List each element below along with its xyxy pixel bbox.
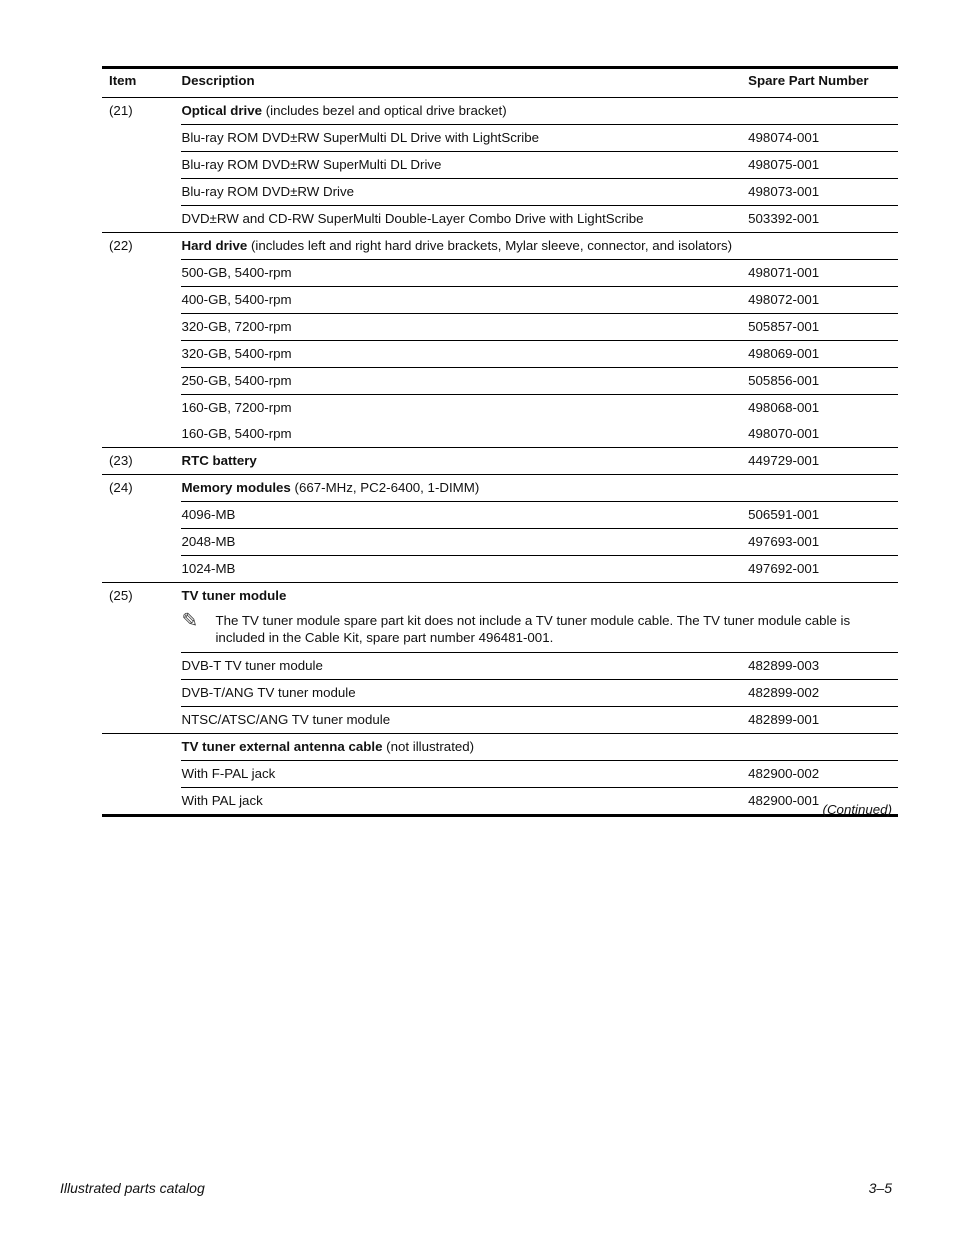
footer-page-number: 3–5 bbox=[868, 1180, 892, 1196]
continued-label: (Continued) bbox=[822, 802, 892, 817]
part-number: 497693-001 bbox=[748, 529, 898, 556]
part-description: 320-GB, 5400-rpm bbox=[181, 341, 748, 368]
part-number: 498074-001 bbox=[748, 125, 898, 152]
spare-parts-table bbox=[102, 66, 898, 817]
table-header-row bbox=[102, 68, 898, 98]
table-row bbox=[102, 287, 898, 314]
part-description: DVB-T/ANG TV tuner module bbox=[181, 680, 748, 707]
group-description bbox=[181, 233, 898, 260]
note-row bbox=[102, 609, 898, 653]
header-item: Item bbox=[109, 73, 137, 88]
table-row bbox=[102, 368, 898, 395]
part-description: DVD±RW and CD-RW SuperMulti Double-Layer Combo Drive with LightScribe bbox=[181, 206, 748, 233]
header-description: Description bbox=[181, 73, 255, 88]
part-number: 503392-001 bbox=[748, 206, 898, 233]
part-description: Blu-ray ROM DVD±RW SuperMulti DL Drive bbox=[181, 152, 748, 179]
table-row bbox=[102, 125, 898, 152]
part-description: Blu-ray ROM DVD±RW Drive bbox=[181, 179, 748, 206]
group-detail: (includes bezel and optical drive bracket) bbox=[262, 103, 507, 118]
table-row bbox=[102, 529, 898, 556]
item-number: (25) bbox=[102, 583, 181, 610]
table-row bbox=[102, 788, 898, 816]
item-number: (24) bbox=[102, 475, 181, 502]
part-number: 498071-001 bbox=[748, 260, 898, 287]
part-number: 497692-001 bbox=[748, 556, 898, 583]
part-number: 498070-001 bbox=[748, 426, 820, 441]
table-row bbox=[102, 761, 898, 788]
group-title: Memory modules bbox=[181, 480, 291, 495]
part-description: 400-GB, 5400-rpm bbox=[181, 287, 748, 314]
part-description: Blu-ray ROM DVD±RW SuperMulti DL Drive with LightScribe bbox=[181, 125, 748, 152]
table-row bbox=[102, 707, 898, 734]
part-description: 1024-MB bbox=[181, 556, 748, 583]
part-number: 498075-001 bbox=[748, 152, 898, 179]
part-number: 506591-001 bbox=[748, 502, 898, 529]
item-number: (23) bbox=[102, 448, 181, 475]
item-number: (22) bbox=[102, 233, 181, 260]
table-row bbox=[102, 475, 898, 502]
group-description bbox=[181, 583, 748, 610]
part-number: 498068-001 bbox=[748, 395, 898, 422]
group-detail: (includes left and right hard drive brackets, Mylar sleeve, connector, and isolators) bbox=[247, 238, 733, 253]
group-title: Optical drive bbox=[181, 103, 263, 118]
table-row bbox=[102, 260, 898, 287]
table-row bbox=[102, 556, 898, 583]
part-number: 498073-001 bbox=[748, 179, 898, 206]
group-title: TV tuner external antenna cable bbox=[181, 739, 383, 754]
group-detail: (667-MHz, PC2-6400, 1-DIMM) bbox=[290, 480, 480, 495]
part-number: 482900-001 bbox=[748, 788, 898, 816]
part-number: 498069-001 bbox=[748, 341, 898, 368]
part-description: 2048-MB bbox=[181, 529, 748, 556]
table-row bbox=[102, 314, 898, 341]
part-number: 449729-001 bbox=[748, 448, 898, 475]
pencil-note-icon: ✎ bbox=[181, 610, 199, 632]
part-description: 500-GB, 5400-rpm bbox=[181, 260, 748, 287]
table-row bbox=[102, 680, 898, 707]
footer-chapter-title: Illustrated parts catalog bbox=[60, 1180, 205, 1196]
table-row bbox=[102, 734, 898, 761]
header-spare-part-number: Spare Part Number bbox=[748, 73, 869, 88]
part-description: 4096-MB bbox=[181, 502, 748, 529]
part-description: With F-PAL jack bbox=[181, 761, 748, 788]
part-description: 160-GB, 5400-rpm bbox=[181, 426, 292, 441]
table-row bbox=[102, 421, 898, 448]
table-row bbox=[102, 448, 898, 475]
part-number: 482899-003 bbox=[748, 653, 898, 680]
table-row bbox=[102, 341, 898, 368]
table-row bbox=[102, 152, 898, 179]
table-row bbox=[102, 502, 898, 529]
table-row bbox=[102, 206, 898, 233]
group-description bbox=[181, 98, 748, 125]
group-description bbox=[181, 475, 748, 502]
part-number: 498072-001 bbox=[748, 287, 898, 314]
part-description: 320-GB, 7200-rpm bbox=[181, 314, 748, 341]
table-row bbox=[102, 653, 898, 680]
part-description: 250-GB, 5400-rpm bbox=[181, 368, 748, 395]
item-number: (21) bbox=[102, 98, 181, 125]
table-row bbox=[102, 395, 898, 422]
part-number: 505857-001 bbox=[748, 314, 898, 341]
part-number: 482900-002 bbox=[748, 761, 898, 788]
group-description bbox=[181, 448, 748, 475]
note-text: The TV tuner module spare part kit does not include a TV tuner module cable. The TV tuner module cable is included in the Cable Kit, spare part number 496481-001. bbox=[215, 613, 851, 645]
part-description: DVB-T TV tuner module bbox=[181, 653, 748, 680]
group-title: Hard drive bbox=[181, 238, 248, 253]
table-row bbox=[102, 233, 898, 260]
group-description bbox=[181, 734, 748, 761]
part-number: 505856-001 bbox=[748, 368, 898, 395]
group-detail: (not illustrated) bbox=[382, 739, 475, 754]
part-number: 482899-002 bbox=[748, 680, 898, 707]
group-title: TV tuner module bbox=[181, 588, 287, 603]
table-row bbox=[102, 583, 898, 610]
part-description: 160-GB, 7200-rpm bbox=[181, 395, 748, 422]
note bbox=[181, 612, 898, 646]
table-row bbox=[102, 179, 898, 206]
part-description: With PAL jack bbox=[181, 788, 748, 816]
part-number: 482899-001 bbox=[748, 707, 898, 734]
part-description: NTSC/ATSC/ANG TV tuner module bbox=[181, 707, 748, 734]
group-title: RTC battery bbox=[181, 453, 257, 468]
table-row bbox=[102, 98, 898, 125]
